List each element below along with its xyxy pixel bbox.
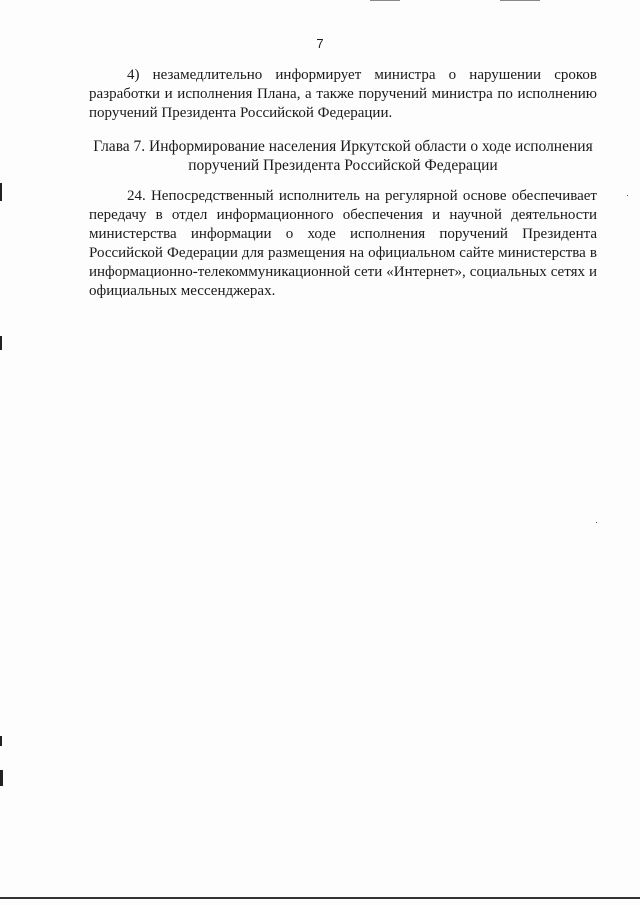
scan-edge-mark (0, 770, 3, 786)
scan-top-dash (370, 0, 400, 1)
paragraph-item-24: 24. Непосредственный исполнитель на регулярной основе обеспечивает передачу в отдел информационного обеспечения и научной деятельности министерства информации о ходе исполнения поручений Президента Российской Федерации для размещения на официальном сайте министерства в информационно-телекоммуникационной сети «Интернет», социальных сетях и официальных мессенджерах. (89, 188, 597, 299)
paragraph-item-4: 4) незамедлительно информирует министра о нарушении сроков разработки и исполнения Плана, а также поручений министра по исполнению поручений Президента Российской Федерации. (89, 67, 597, 121)
scan-speck (627, 195, 628, 196)
scan-top-dash (500, 0, 540, 1)
scan-edge-mark (0, 336, 2, 350)
chapter-heading: Глава 7. Информирование населения Иркутской области о ходе исполнения поручений Президента Российской Федерации (93, 138, 593, 174)
page-number: 7 (316, 36, 324, 51)
scan-edge-mark (0, 183, 2, 201)
scan-speck (596, 522, 597, 523)
scan-bottom-edge (0, 897, 640, 899)
scan-edge-mark (0, 736, 2, 746)
